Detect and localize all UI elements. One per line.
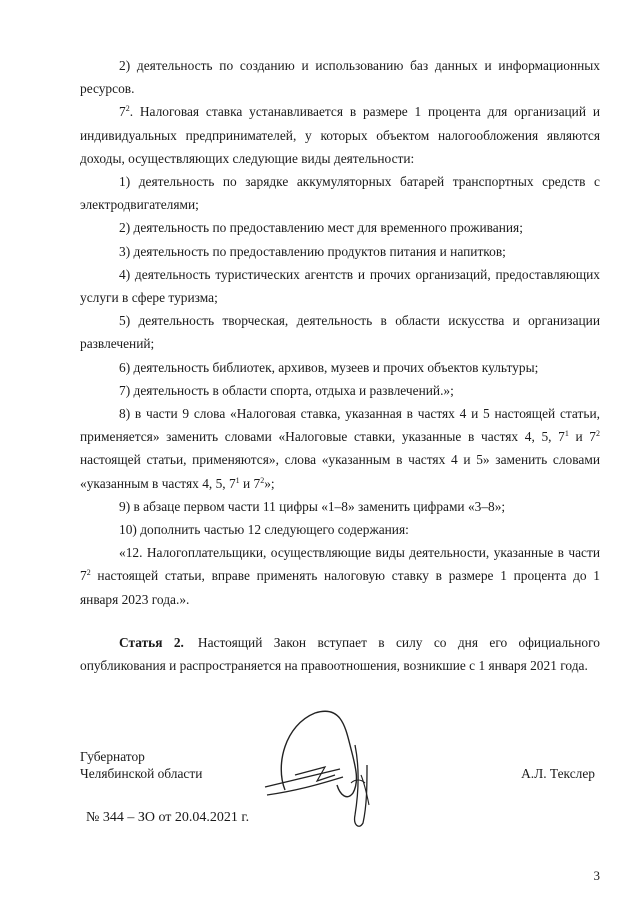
paragraph-item-5-creative: 5) деятельность творческая, деятельность в области искусства и организации развлечений; — [80, 313, 600, 352]
paragraph-item-4-tourism: 4) деятельность туристических агентств и прочих организаций, предоставляющих услуги в сфере туризма; — [80, 266, 600, 306]
part12-superscript: 2 — [86, 568, 91, 578]
signatory-title — [80, 748, 202, 782]
law-number: № 344 – ЗО от 20.04.2021 г. — [86, 810, 250, 825]
item8-sup-2: 2 — [596, 429, 600, 439]
article-2-text: Настоящий Закон вступает в силу со дня его официального опубликования и распространяется на правоотношения, возникшие с 1 января 2021 года. — [80, 634, 600, 674]
article-2-label: Статья 2. — [119, 634, 184, 650]
item8-sup-1: 1 — [564, 429, 569, 439]
paragraph-item-2-databases: 2) деятельность по созданию и использованию баз данных и информационных ресурсов. — [80, 58, 600, 97]
item8-part-e: »; — [264, 475, 275, 491]
item8-part-a: 8) в части 9 слова «Налоговая ставка, указанная в частях 4 и 5 настоящей статьи, применяется» заменить словами «Налоговые ставки, указанные в частях 4, 5, 7 — [80, 406, 600, 445]
clause-superscript: 2 — [125, 104, 130, 114]
document-body — [80, 54, 600, 677]
paragraph-item-10-part-12: 10) дополнить частью 12 следующего содержания: — [119, 522, 409, 538]
paragraph-item-3-food: 3) деятельность по предоставлению продуктов питания и напитков; — [119, 243, 506, 259]
part12-text-b: настоящей статьи, вправе применять налоговую ставку в размере 1 процента до 1 января 2023 года.». — [80, 568, 600, 607]
item8-sup-4: 2 — [260, 475, 265, 485]
signatory-region: Челябинской области — [80, 766, 203, 781]
paragraph-item-6-libraries: 6) деятельность библиотек, архивов, музеев и прочих объектов культуры; — [119, 359, 539, 375]
paragraph-item-7-sport: 7) деятельность в области спорта, отдыха и развлечений.»; — [119, 382, 454, 398]
clause-text: . Налоговая ставка устанавливается в размере 1 процента для организаций и индивидуальных предпринимателей, у которых объектом налогообложения являются доходы, осуществляющих следующие виды деятельности: — [80, 104, 600, 166]
paragraph-item-1-charging: 1) деятельность по зарядке аккумуляторных батарей транспортных средств с электродвигателями; — [80, 174, 600, 213]
item8-part-d: и 7 — [239, 475, 261, 491]
part12-text-a: «12. Налогоплательщики, осуществляющие виды деятельности, указанные в части 7 — [80, 545, 600, 584]
paragraph-7-2-tax-rate — [80, 100, 600, 170]
page-number: 3 — [593, 868, 600, 883]
article-2 — [80, 631, 600, 677]
paragraph-item-9-part-11: 9) в абзаце первом части 11 цифры «1–8» заменить цифрами «3–8»; — [119, 498, 506, 514]
clause-number: 7 — [119, 104, 126, 120]
item8-sup-3: 1 — [235, 475, 240, 485]
item8-part-c: настоящей статьи, применяются», слова «указанным в частях 4 и 5» заменить словами «указанным в частях 4, 5, 7 — [80, 452, 600, 491]
paragraph-part-12-text — [80, 541, 600, 611]
paragraph-item-2-accommodation: 2) деятельность по предоставлению мест для временного проживания; — [119, 220, 523, 236]
paragraph-item-8-part-9 — [80, 402, 600, 495]
handwritten-signature — [255, 705, 395, 835]
item8-part-b: и 7 — [568, 429, 596, 445]
signatory-position: Губернатор — [80, 749, 145, 764]
signatory-name: А.Л. Текслер — [521, 766, 595, 781]
